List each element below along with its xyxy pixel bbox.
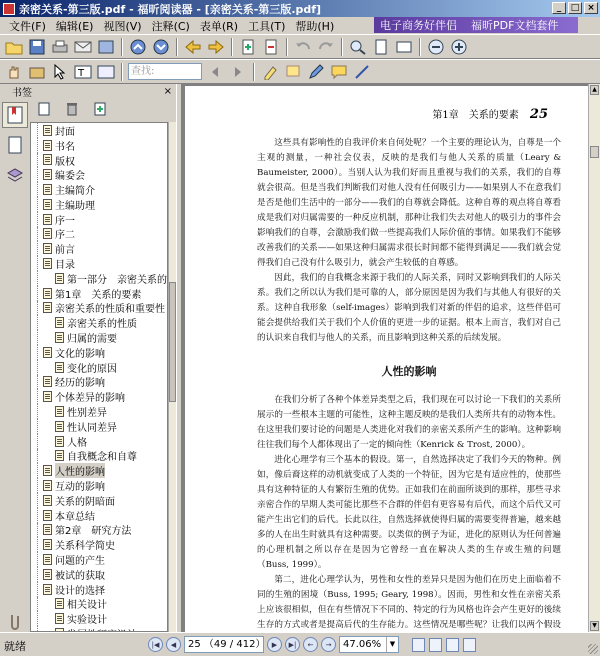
bookmark-page-icon bbox=[43, 228, 52, 239]
bookmark-item[interactable] bbox=[31, 582, 167, 597]
svg-text:T: T bbox=[78, 67, 85, 79]
bookmark-item[interactable] bbox=[31, 449, 167, 464]
bookmark-page-icon bbox=[55, 317, 64, 328]
bookmark-label: 人性的影响 bbox=[55, 463, 105, 478]
delete-bookmark-icon[interactable] bbox=[62, 99, 82, 119]
bookmark-item[interactable] bbox=[31, 375, 167, 390]
main-toolbar bbox=[0, 34, 600, 59]
bookmark-label: 个体差异的影响 bbox=[55, 393, 125, 405]
bookmark-item[interactable] bbox=[31, 597, 167, 612]
document-scroll-thumb[interactable] bbox=[590, 146, 599, 158]
bookmark-label: 性别差异 bbox=[67, 408, 107, 420]
menu-comment[interactable]: 注释(C) bbox=[151, 19, 190, 33]
panel-header bbox=[0, 84, 176, 98]
bookmark-scrollbar[interactable] bbox=[168, 122, 176, 632]
find-input[interactable]: 查找: bbox=[128, 63, 202, 80]
bookmark-label: 关系的阴暗面 bbox=[55, 496, 115, 508]
bookmark-page-icon bbox=[43, 214, 52, 225]
bookmark-page-icon bbox=[43, 554, 52, 565]
tree-line bbox=[37, 508, 38, 523]
tree-line bbox=[37, 138, 38, 153]
menu-tools[interactable]: 工具(T) bbox=[248, 19, 286, 33]
tools-toolbar bbox=[0, 59, 600, 84]
scroll-up-icon[interactable]: ▲ bbox=[590, 85, 599, 95]
arrow-left-icon[interactable] bbox=[183, 37, 203, 57]
bookmark-page-icon bbox=[43, 480, 52, 491]
bookmark-item[interactable] bbox=[31, 404, 167, 419]
bookmark-page-icon bbox=[55, 598, 64, 609]
bookmarks-panel bbox=[0, 84, 176, 632]
toolbar-separator bbox=[341, 38, 343, 56]
bookmark-page-icon bbox=[43, 584, 52, 595]
disk-icon[interactable] bbox=[96, 37, 116, 57]
bookmark-item[interactable] bbox=[31, 301, 167, 316]
page-navigation bbox=[148, 636, 476, 653]
bookmark-page-icon bbox=[43, 199, 52, 210]
page-body bbox=[257, 136, 561, 632]
print-icon[interactable] bbox=[50, 37, 70, 57]
tree-line bbox=[37, 434, 38, 449]
bookmark-page-icon bbox=[55, 421, 64, 432]
bookmark-item[interactable] bbox=[31, 419, 167, 434]
bookmark-page-icon bbox=[43, 258, 52, 269]
tree-line bbox=[37, 345, 38, 360]
zoom-value: 47.06% bbox=[343, 639, 382, 650]
bookmark-label: 自我概念和自尊 bbox=[67, 452, 137, 464]
panel-title: 书签 bbox=[12, 87, 32, 99]
chevron-down-icon[interactable]: ▼ bbox=[386, 637, 398, 652]
pdf-page bbox=[185, 86, 588, 632]
bookmark-page-icon bbox=[43, 569, 52, 580]
bookmark-label: 序一 bbox=[55, 215, 75, 227]
find-next-icon[interactable] bbox=[228, 62, 248, 82]
last-page-icon[interactable]: ▶| bbox=[285, 637, 300, 652]
tree-line bbox=[37, 123, 38, 138]
ad-banner[interactable] bbox=[374, 17, 578, 33]
bookmark-item[interactable] bbox=[31, 286, 167, 301]
bookmark-page-icon bbox=[55, 406, 64, 417]
bookmark-label: 封面 bbox=[55, 126, 75, 138]
panel-close-button[interactable]: × bbox=[163, 85, 172, 97]
fit-width-icon[interactable] bbox=[394, 37, 414, 57]
bookmark-page-icon bbox=[43, 184, 52, 195]
bookmark-page-icon bbox=[43, 347, 52, 358]
select-arrow-icon[interactable] bbox=[50, 62, 70, 82]
bookmark-page-icon bbox=[43, 495, 52, 506]
text-select-icon[interactable] bbox=[73, 62, 93, 82]
bookmark-label: 书名 bbox=[55, 141, 75, 153]
tree-line bbox=[37, 212, 38, 227]
ad-left-text: 电子商务好伴侣 bbox=[380, 19, 457, 32]
previous-page-icon[interactable]: ◀ bbox=[166, 637, 181, 652]
bookmark-item[interactable] bbox=[31, 212, 167, 227]
bookmark-item[interactable] bbox=[31, 508, 167, 523]
arrow-up-icon[interactable] bbox=[128, 37, 148, 57]
pencil-icon[interactable] bbox=[306, 62, 326, 82]
bookmark-item[interactable] bbox=[31, 315, 167, 330]
tree-line bbox=[37, 241, 38, 256]
fit-page-icon[interactable] bbox=[371, 37, 391, 57]
bookmark-item[interactable] bbox=[31, 167, 167, 182]
bookmark-label: 互动的影响 bbox=[55, 482, 105, 494]
bookmark-item[interactable] bbox=[31, 256, 167, 271]
bookmark-page-icon bbox=[43, 154, 52, 165]
bookmark-label: 亲密关系的性质和重要性 bbox=[55, 304, 165, 316]
continuous-facing-icon[interactable] bbox=[463, 638, 476, 652]
bookmark-page-icon bbox=[43, 288, 52, 299]
bookmark-item[interactable] bbox=[31, 493, 167, 508]
zoom-field[interactable] bbox=[339, 636, 399, 653]
bookmark-page-icon bbox=[55, 362, 64, 373]
bookmark-item[interactable] bbox=[31, 345, 167, 360]
tree-line bbox=[37, 197, 38, 212]
bookmark-item[interactable] bbox=[31, 434, 167, 449]
bookmark-item[interactable] bbox=[31, 241, 167, 256]
bookmark-label: 变化的原因 bbox=[67, 363, 117, 375]
tree-line bbox=[37, 463, 38, 478]
tree-line bbox=[37, 478, 38, 493]
bookmark-page-icon bbox=[43, 391, 52, 402]
panel-splitter[interactable] bbox=[176, 84, 182, 632]
bookmark-item[interactable] bbox=[31, 197, 167, 212]
tree-line bbox=[37, 271, 38, 286]
bookmark-page-icon bbox=[55, 613, 64, 624]
bookmark-page-icon bbox=[43, 465, 52, 476]
open-folder-icon[interactable] bbox=[4, 37, 24, 57]
redo-icon[interactable] bbox=[316, 37, 336, 57]
bookmark-item[interactable] bbox=[31, 227, 167, 242]
arrow-right-icon[interactable] bbox=[206, 37, 226, 57]
paragraph: 因此，我们的自我概念来源于我们的人际关系，同时又影响到我们的人际关系。我们之所以认为我们是可靠的人，部分原因是因为我们与其他人有很好的关系。这种自我形象（self-images）影响到我们对新的伴侣的追求，这些伴侣可能会提供给我们关于我们个人价值的更进一步的证据。根本上而言，我们对自己的认识来自我们与他人的关系，而且影响到这种关系的后续发展。 bbox=[257, 273, 561, 343]
bookmark-label: 关系科学简史 bbox=[55, 541, 115, 553]
bookmark-item[interactable] bbox=[31, 552, 167, 567]
find-previous-icon[interactable] bbox=[205, 62, 225, 82]
document-scrollbar[interactable] bbox=[588, 84, 600, 632]
title-bar bbox=[0, 0, 600, 17]
bookmark-label: 本章总结 bbox=[55, 511, 95, 523]
bookmark-item[interactable] bbox=[31, 182, 167, 197]
bookmark-item[interactable] bbox=[31, 330, 167, 345]
bookmark-item[interactable] bbox=[31, 463, 167, 478]
toolbar-separator bbox=[121, 63, 123, 81]
menu-view[interactable]: 视图(V) bbox=[103, 19, 142, 33]
snapshot-icon[interactable] bbox=[27, 62, 47, 82]
tree-line bbox=[37, 227, 38, 242]
tree-line bbox=[37, 567, 38, 582]
bookmark-page-icon bbox=[55, 332, 64, 343]
line-tool-icon[interactable] bbox=[352, 62, 372, 82]
bookmark-label: 主编简介 bbox=[55, 186, 95, 198]
bookmark-page-icon bbox=[55, 436, 64, 447]
bookmark-page-icon bbox=[43, 243, 52, 254]
bookmark-item[interactable] bbox=[31, 611, 167, 626]
bookmark-page-icon bbox=[43, 539, 52, 550]
highlight-icon[interactable] bbox=[260, 62, 280, 82]
email-icon[interactable] bbox=[73, 37, 93, 57]
bookmark-label: 经历的影响 bbox=[55, 378, 105, 390]
bookmark-label: 目录 bbox=[55, 260, 75, 272]
bookmark-item[interactable] bbox=[31, 138, 167, 153]
bookmark-label: 亲密关系的性质 bbox=[67, 319, 137, 331]
bookmark-label: 编委会 bbox=[55, 171, 85, 183]
bookmark-page-icon bbox=[43, 376, 52, 387]
close-button[interactable]: × bbox=[584, 2, 598, 14]
bookmark-label: 实验设计 bbox=[67, 615, 107, 627]
extract-page-icon[interactable] bbox=[261, 37, 281, 57]
tree-line bbox=[37, 301, 38, 316]
bookmark-label: 性认同差异 bbox=[67, 422, 117, 434]
zoom-icon[interactable] bbox=[348, 37, 368, 57]
bookmark-tree bbox=[30, 122, 168, 632]
hand-tool-icon[interactable] bbox=[4, 62, 24, 82]
resize-grip[interactable] bbox=[588, 644, 598, 654]
section-heading: 人性的影响 bbox=[381, 365, 437, 378]
toolbar-separator bbox=[419, 38, 421, 56]
paragraph: 这些具有影响性的自我评价来自何处呢？一个主要的理论认为，自尊是一个主观的测量，一种社会仪表，反映的是我们与他人关系的质量（Leary & Baumeister, 2000）。当别人认为我们好而且重视与我们的关系，我们的自尊就会很高。但是当我们判断我们对他人没有任何吸引力——如果别人不在意我们是否是他们生活中的一部分——我们的自尊就会降低。这种自尊的观点将自尊看成是我们对归属需要的一种反应机制，那种让我们失去对他人的吸引力的事件会影响我们的自尊，会激励我们做一些提高我们人际价值的事情。如果我们不能够改善我们的关系——如果这种归属需求很长时间都不能得到满足——我们就会觉得我们自己没有什么吸引力，就会产生较低的自尊感。 bbox=[257, 138, 561, 268]
bookmark-label: 归属的需要 bbox=[67, 334, 117, 346]
layers-tab-icon[interactable] bbox=[2, 162, 28, 188]
expand-bookmark-icon[interactable] bbox=[34, 99, 54, 119]
pages-tab-icon[interactable] bbox=[2, 132, 28, 158]
comment-icon[interactable] bbox=[329, 62, 349, 82]
menu-edit[interactable]: 编辑(E) bbox=[55, 19, 94, 33]
note-icon[interactable] bbox=[283, 62, 303, 82]
tree-line bbox=[37, 552, 38, 567]
next-page-icon[interactable]: ▶ bbox=[267, 637, 282, 652]
bookmark-label: 第1章 关系的要素 bbox=[55, 289, 142, 301]
bookmark-label: 前言 bbox=[55, 245, 75, 257]
add-bookmark-icon[interactable] bbox=[90, 99, 110, 119]
tree-line bbox=[37, 523, 38, 538]
bookmark-label: 人格 bbox=[67, 437, 87, 449]
minimize-button[interactable]: _ bbox=[552, 2, 566, 14]
bookmark-item[interactable] bbox=[31, 271, 167, 286]
toolbar-separator bbox=[176, 38, 178, 56]
tree-line bbox=[37, 375, 38, 390]
bookmark-item[interactable] bbox=[31, 123, 167, 138]
bookmark-item[interactable] bbox=[31, 478, 167, 493]
bookmark-page-icon bbox=[43, 524, 52, 535]
bookmark-page-icon bbox=[55, 273, 64, 284]
toolbar-separator bbox=[286, 38, 288, 56]
bookmark-item[interactable] bbox=[31, 389, 167, 404]
bookmarks-tab-icon[interactable] bbox=[2, 102, 28, 128]
paragraph: 在我们分析了各种个体差异类型之后，我们现在可以讨论一下我们的关系所展示的一些根本主题的可能性，这种主题反映的是我们人类所共有的动物本性。在这里我们要讨论的问题是人类进化对我们的亲密关系所产生的影响。这种影响往往我们每个人都体现出了一定的倾向性（Kenrick & Trost, 2000）。 bbox=[257, 395, 561, 450]
menu-help[interactable]: 帮助(H) bbox=[295, 19, 335, 33]
tree-line bbox=[37, 153, 38, 168]
back-view-icon[interactable]: ← bbox=[303, 637, 318, 652]
side-tab-strip bbox=[0, 98, 30, 632]
bookmark-label: 被试的获取 bbox=[55, 570, 105, 582]
arrow-down-icon[interactable] bbox=[151, 37, 171, 57]
toolbar-separator bbox=[231, 38, 233, 56]
page-number: 25 bbox=[529, 107, 548, 122]
bookmark-label: 设计的选择 bbox=[55, 585, 105, 597]
page-running-header bbox=[185, 106, 548, 122]
facing-page-icon[interactable] bbox=[446, 638, 459, 652]
zoom-in-icon[interactable] bbox=[449, 37, 469, 57]
scroll-down-icon[interactable]: ▼ bbox=[590, 621, 599, 631]
running-header-text: 第1章 关系的要素 bbox=[432, 110, 519, 121]
bookmark-item[interactable] bbox=[31, 537, 167, 552]
tree-line bbox=[37, 167, 38, 182]
tree-line bbox=[37, 404, 38, 419]
tree-line bbox=[37, 597, 38, 612]
bookmark-page-icon bbox=[43, 140, 52, 151]
ad-right-text: 福昕PDF文档套件 bbox=[471, 19, 559, 32]
bookmark-page-icon bbox=[43, 169, 52, 180]
tree-line bbox=[37, 360, 38, 375]
bookmark-page-icon bbox=[43, 302, 52, 313]
tree-line bbox=[37, 286, 38, 301]
bookmark-item[interactable] bbox=[31, 360, 167, 375]
single-page-icon[interactable] bbox=[412, 638, 425, 652]
toolbar-separator bbox=[253, 63, 255, 81]
first-page-icon[interactable]: |◀ bbox=[148, 637, 163, 652]
bookmark-page-icon bbox=[43, 125, 52, 136]
paragraph: 第二，进化心理学认为，男性和女性的差异只是因为他们在历史上面临着不同的生殖的困境（Buss, 1995; Geary, 1998）。因而，男性和女性在亲密关系上应该很相似，但在有些情况下不同的、特定的行为风格也许会产生更好的後续生存的方式或者是提高后代的生存能力。这些情况是哪些呢？让我们以两个假设 bbox=[257, 575, 561, 630]
bookmark-label: 相关设计 bbox=[67, 600, 107, 612]
attachment-tab-icon[interactable] bbox=[2, 608, 28, 634]
bookmark-toolbar bbox=[30, 98, 176, 120]
tree-line bbox=[37, 330, 38, 345]
status-bar bbox=[0, 632, 600, 656]
insert-page-icon[interactable] bbox=[238, 37, 258, 57]
bookmark-label: 第2章 研究方法 bbox=[55, 526, 132, 538]
typewriter-icon[interactable] bbox=[96, 62, 116, 82]
bookmark-page-icon bbox=[43, 510, 52, 521]
menu-file[interactable]: 文件(F) bbox=[9, 19, 46, 33]
bookmark-item[interactable] bbox=[31, 567, 167, 582]
app-icon bbox=[3, 3, 15, 15]
bookmark-scroll-thumb[interactable] bbox=[169, 282, 176, 402]
bookmark-label: 第一部分 亲密关系的 bbox=[67, 274, 167, 286]
tree-line bbox=[37, 419, 38, 434]
bookmark-page-icon bbox=[55, 450, 64, 461]
tree-line bbox=[37, 256, 38, 271]
forward-view-icon[interactable]: → bbox=[321, 637, 336, 652]
page-layout-buttons bbox=[412, 638, 476, 652]
continuous-page-icon[interactable] bbox=[429, 638, 442, 652]
toolbar-separator bbox=[121, 38, 123, 56]
bookmark-item[interactable] bbox=[31, 523, 167, 538]
status-text: 就绪 bbox=[4, 640, 26, 653]
tree-line bbox=[37, 493, 38, 508]
page-number-field[interactable]: 25 （49 / 412） bbox=[184, 636, 264, 653]
paragraph: 进化心理学有三个基本的假设。第一，自然选择决定了我们今天的物种。例如，像后裔这样的动机就变成了人类的一个特征，因为它是有适应性的，使那些具有这种特征的人有繁衍生殖的优势。正如我们在前面所谈到的那样，那些寻求亲密合作的早期人类可能比那些不合群的伴侣有更容易有后代，而这个后代又可能产生出它们的后代。长此以往，自然选择就使得归属的需要变得普遍，越来越多的人在出生时就具有这种需要。以类似的例子为证，进化的原则认为任何普遍的心理机制之所以存在是因为它曾经一直在解决人类的生存或生殖的问题（Buss, 1999）。 bbox=[257, 455, 561, 570]
bookmark-label: 版权 bbox=[55, 156, 75, 168]
tree-line bbox=[37, 611, 38, 626]
bookmark-label: 主编助理 bbox=[55, 200, 95, 212]
tree-line bbox=[37, 182, 38, 197]
tree-line bbox=[37, 582, 38, 597]
tree-line bbox=[37, 537, 38, 552]
tree-line bbox=[37, 315, 38, 330]
tree-line bbox=[37, 449, 38, 464]
maximize-button[interactable]: □ bbox=[568, 2, 582, 14]
bookmark-label: 问题的产生 bbox=[55, 556, 105, 568]
bookmark-label: 序二 bbox=[55, 230, 75, 242]
save-icon[interactable] bbox=[27, 37, 47, 57]
tree-line bbox=[37, 389, 38, 404]
window-title: 亲密关系-第三版.pdf - 福昕阅读器 - [亲密关系-第三版.pdf] bbox=[19, 2, 322, 16]
zoom-out-icon[interactable] bbox=[426, 37, 446, 57]
bookmark-label: 文化的影响 bbox=[55, 348, 105, 360]
bookmark-item[interactable] bbox=[31, 153, 167, 168]
undo-icon[interactable] bbox=[293, 37, 313, 57]
menu-form[interactable]: 表单(R) bbox=[199, 19, 239, 33]
